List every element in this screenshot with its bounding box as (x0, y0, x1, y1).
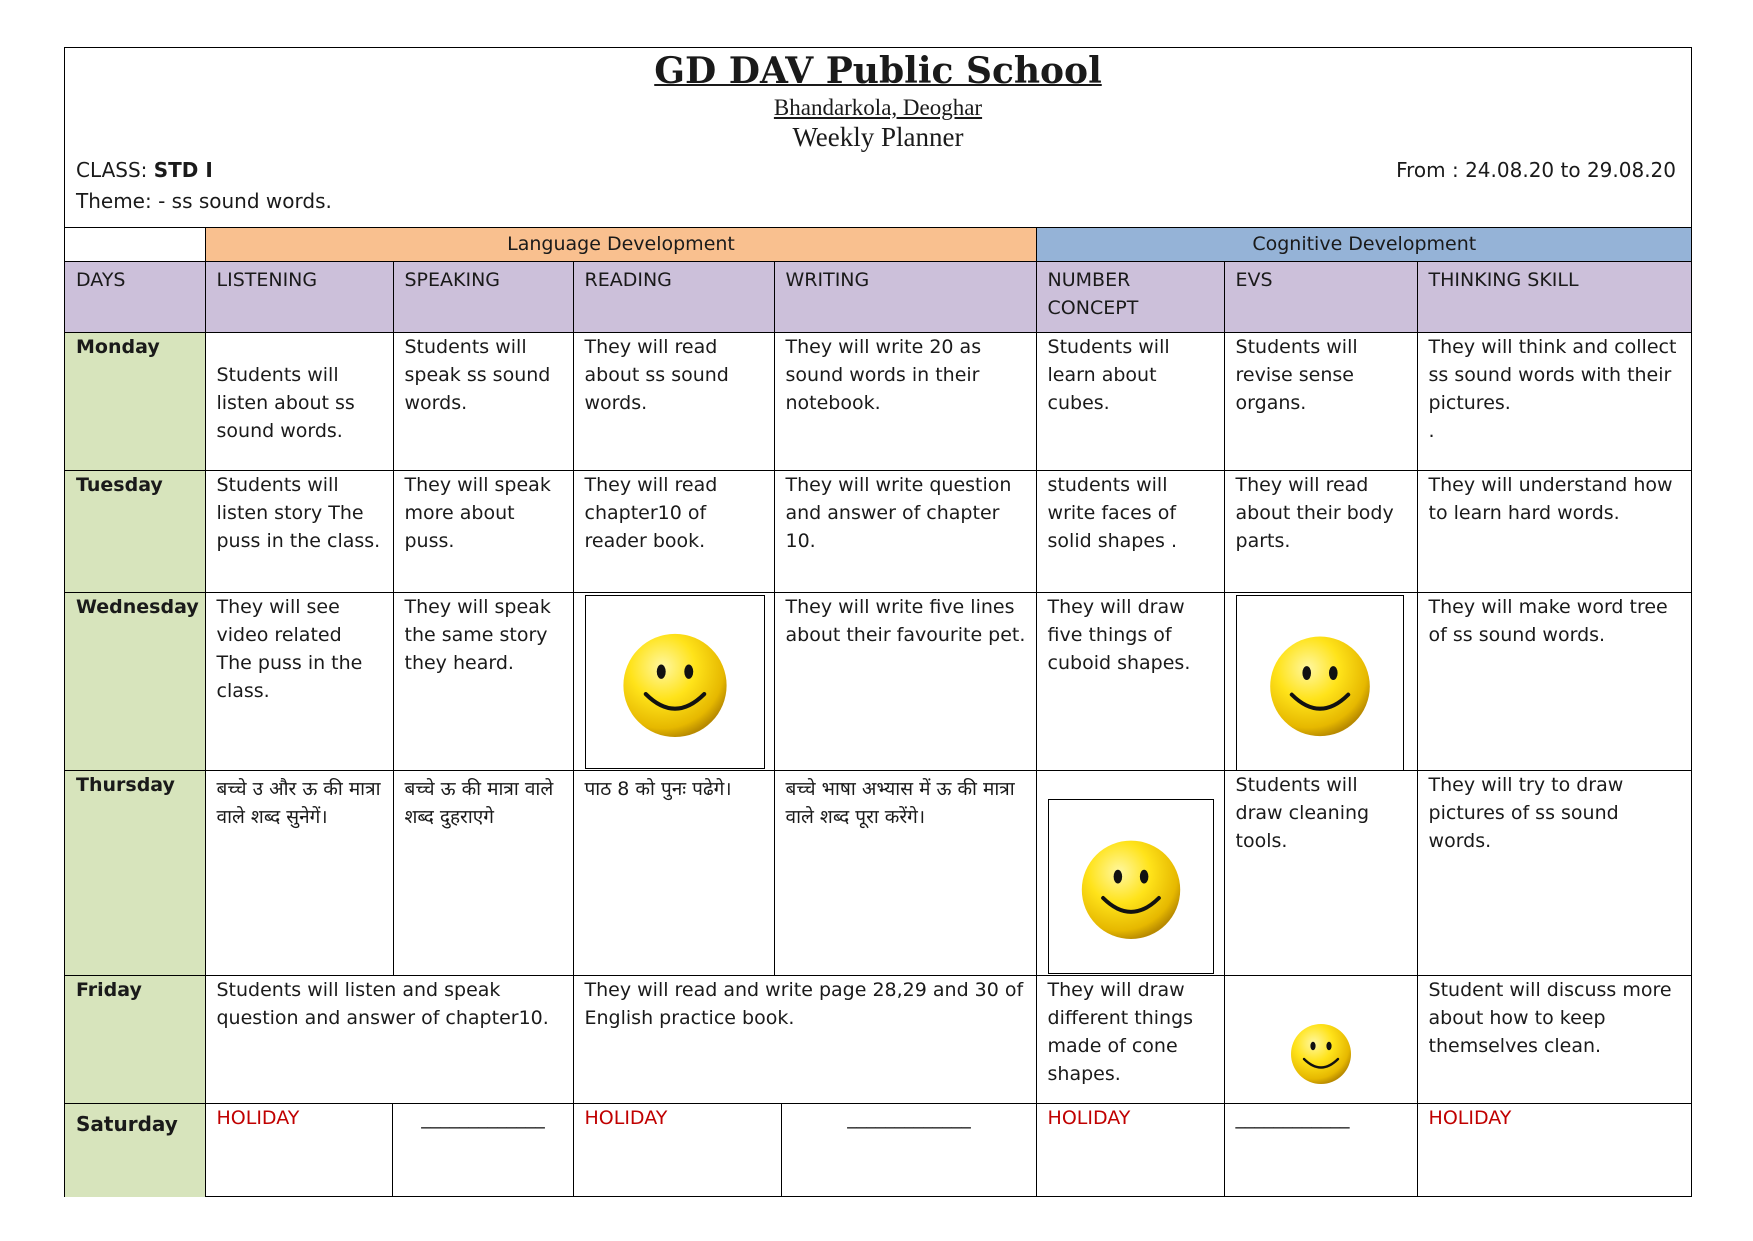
wednesday-thinking: They will make word tree of ss sound words. (1417, 592, 1691, 770)
school-name: GD DAV Public School (654, 50, 1102, 92)
saturday-blank-1: _____________ (421, 1106, 545, 1129)
saturday-split-table (206, 1104, 573, 1196)
thursday-thinking: They will try to draw pictures of ss sound words. (1417, 770, 1691, 975)
class-value: STD I (153, 158, 213, 182)
saturday-holiday-1: HOLIDAY (206, 1104, 393, 1196)
row-tuesday (65, 470, 1691, 592)
thursday-evs: Students will draw cleaning tools. (1224, 770, 1417, 975)
day-thursday: Thursday (65, 770, 205, 975)
saturday-holiday-3: HOLIDAY (1036, 1103, 1224, 1197)
theme: Theme: - ss sound words. (76, 189, 332, 213)
row-saturday (65, 1103, 1691, 1197)
monday-evs: Students will revise sense organs. (1224, 332, 1417, 470)
tuesday-thinking: They will understand how to learn hard words. (1417, 470, 1691, 592)
friday-number: They will draw different things made of cone shapes. (1036, 975, 1224, 1103)
group-header-row (65, 228, 1691, 261)
friday-thinking: Student will discuss more about how to keep themselves clean. (1417, 975, 1691, 1103)
smiley-face-icon (1263, 1002, 1379, 1102)
col-number-line2: CONCEPT (1047, 296, 1139, 319)
col-number-concept (1036, 261, 1224, 332)
row-friday (65, 975, 1691, 1103)
saturday-blank-3: ____________ (1224, 1103, 1417, 1197)
saturday-holiday-2: HOLIDAY (574, 1104, 782, 1196)
class-label: CLASS: (76, 158, 154, 182)
tuesday-evs: They will read about their body parts. (1224, 470, 1417, 592)
day-friday: Friday (65, 975, 205, 1103)
thursday-speaking: बच्चे ऊ की मात्रा वाले शब्द दुहराएगे (393, 770, 573, 975)
col-thinking-skill: THINKING SKILL (1417, 261, 1691, 332)
monday-writing: They will write 20 as sound words in their notebook. (774, 332, 1036, 470)
column-header-row (65, 261, 1691, 332)
tuesday-number: students will write faces of solid shapes . (1036, 470, 1224, 592)
tuesday-reading: They will read chapter10 of reader book. (573, 470, 774, 592)
col-number-line1: NUMBER (1047, 268, 1131, 291)
language-development-header: Language Development (205, 228, 1036, 261)
saturday-holiday-4: HOLIDAY (1417, 1103, 1691, 1197)
col-reading: READING (573, 261, 774, 332)
date-range: From : 24.08.20 to 29.08.20 (1396, 158, 1676, 182)
monday-reading: They will read about ss sound words. (573, 332, 774, 470)
planner-header (65, 48, 1691, 228)
wednesday-number: They will draw five things of cuboid shapes. (1036, 592, 1224, 770)
planner-table (65, 227, 1691, 1198)
wednesday-reading (573, 592, 774, 770)
saturday-reading-writing (573, 1103, 1036, 1197)
col-writing: WRITING (774, 261, 1036, 332)
smiley-picture-frame (1236, 595, 1404, 771)
smiley-face-icon (1237, 596, 1403, 770)
row-monday (65, 332, 1691, 470)
col-evs: EVS (1224, 261, 1417, 332)
monday-thinking-text: They will think and collect ss sound words with their pictures. (1428, 335, 1677, 414)
tuesday-speaking: They will speak more about puss. (393, 470, 573, 592)
row-thursday (65, 770, 1691, 975)
monday-listening: Students will listen about ss sound words. (205, 332, 393, 470)
wednesday-speaking: They will speak the same story they heard. (393, 592, 573, 770)
smiley-picture (1263, 1002, 1379, 1102)
empty-corner-cell (65, 228, 205, 261)
row-wednesday (65, 592, 1691, 770)
day-saturday: Saturday (65, 1103, 205, 1197)
saturday-blank-2: _____________ (847, 1106, 971, 1129)
col-speaking: SPEAKING (393, 261, 573, 332)
monday-number: Students will learn about cubes. (1036, 332, 1224, 470)
wednesday-listening: They will see video related The puss in the class. (205, 592, 393, 770)
monday-thinking (1417, 332, 1691, 470)
tuesday-writing: They will write question and answer of chapter 10. (774, 470, 1036, 592)
tuesday-listening: Students will listen story The puss in the class. (205, 470, 393, 592)
saturday-split-table (574, 1104, 1036, 1196)
friday-reading-writing: They will read and write page 28,29 and 30 of English practice book. (573, 975, 1036, 1103)
smiley-face-icon (1049, 800, 1213, 973)
planner-title: Weekly Planner (792, 122, 964, 152)
thursday-writing: बच्चे भाषा अभ्यास में ऊ की मात्रा वाले शब्द पूरा करेंगे। (774, 770, 1036, 975)
monday-thinking-extra: . (1428, 419, 1435, 442)
day-tuesday: Tuesday (65, 470, 205, 592)
smiley-face-icon (586, 596, 764, 768)
school-location: Bhandarkola, Deoghar (773, 95, 983, 120)
day-wednesday: Wednesday (65, 592, 205, 770)
cognitive-development-header: Cognitive Development (1036, 228, 1691, 261)
col-days: DAYS (65, 261, 205, 332)
thursday-listening: बच्चे उ और ऊ की मात्रा वाले शब्द सुनेगें। (205, 770, 393, 975)
saturday-listening-speaking (205, 1103, 573, 1197)
wednesday-writing: They will write five lines about their favourite pet. (774, 592, 1036, 770)
weekly-planner-sheet (64, 47, 1692, 1197)
day-monday: Monday (65, 332, 205, 470)
smiley-picture-frame (1048, 799, 1214, 974)
wednesday-evs (1224, 592, 1417, 770)
thursday-number (1036, 770, 1224, 975)
thursday-reading: पाठ 8 को पुनः पढेगे। (573, 770, 774, 975)
friday-evs (1224, 975, 1417, 1103)
class-info (76, 158, 213, 182)
smiley-picture-frame (585, 595, 765, 769)
col-listening: LISTENING (205, 261, 393, 332)
monday-speaking: Students will speak ss sound words. (393, 332, 573, 470)
friday-listening-speaking: Students will listen and speak question and answer of chapter10. (205, 975, 573, 1103)
